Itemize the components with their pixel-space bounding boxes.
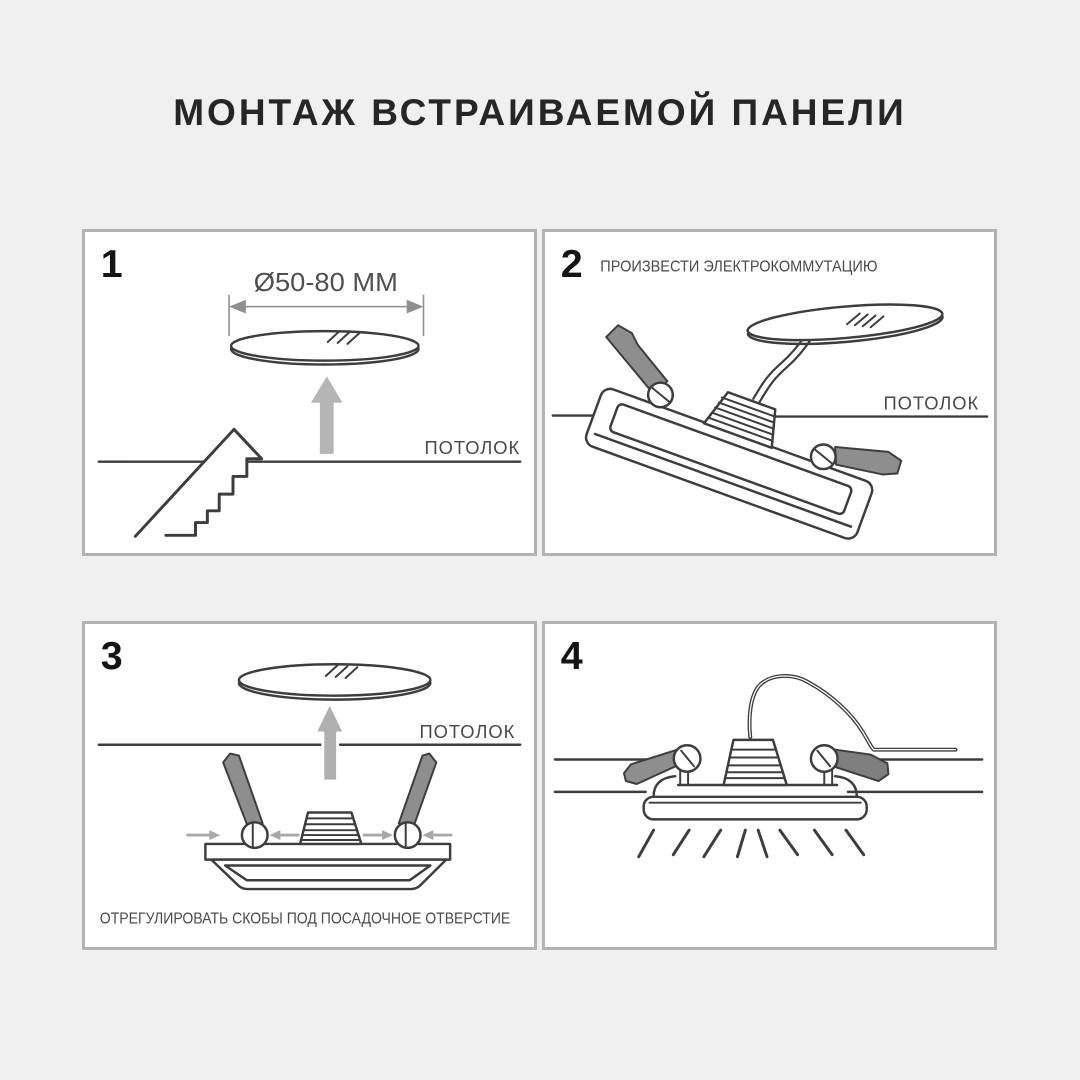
body-bump-left (654, 776, 676, 797)
step-caption: ОТРЕГУЛИРОВАТЬ СКОБЫ ПОД ПОСАДОЧНОЕ ОТВЕРСТИЕ (99, 910, 511, 928)
light-rays-icon (639, 830, 864, 857)
step-4-panel (542, 621, 997, 950)
clip-coil-left (242, 822, 268, 848)
step-number: 2 (560, 242, 583, 287)
cut-hole-piece (135, 429, 261, 536)
step-number: 3 (100, 634, 123, 679)
spring-clip-right (835, 447, 901, 474)
step-3-drawing (85, 624, 534, 947)
dimension-annotation (229, 295, 423, 336)
body-bump-right (835, 776, 857, 797)
step-1-panel (82, 229, 537, 556)
spring-clip-right (835, 750, 888, 781)
diameter-label: Ø50-80 ММ (253, 268, 398, 297)
step-number: 4 (560, 634, 583, 679)
dimension-arrow-left-icon (229, 300, 246, 314)
step-4-drawing (545, 624, 994, 947)
step-number: 1 (100, 242, 123, 287)
step-2-panel (542, 229, 997, 556)
step-2-drawing (545, 232, 994, 553)
ceiling-label: ПОТОЛОК (419, 720, 516, 742)
fixture-flange (644, 797, 867, 820)
step-1-drawing (85, 232, 534, 553)
arrow-up-icon (315, 703, 345, 782)
panel-disc (239, 664, 430, 699)
step-caption: ПРОИЗВЕСТИ ЭЛЕКТРОКОММУТАЦИЮ (600, 258, 878, 276)
clip-coil-right (395, 822, 421, 848)
spring-clip-right (399, 754, 436, 830)
panel-disc (746, 298, 944, 350)
step-3-panel (82, 621, 537, 950)
dimension-arrow-right-icon (407, 300, 424, 314)
page-title: МОНТАЖ ВСТРАИВАЕМОЙ ПАНЕЛИ (173, 92, 907, 133)
ceiling-label: ПОТОЛОК (424, 436, 521, 458)
ceiling-label: ПОТОЛОК (883, 392, 980, 414)
power-wire (750, 676, 956, 750)
arrow-up-icon (311, 376, 343, 454)
spring-clip-left (223, 754, 262, 830)
fixture-lens (211, 860, 446, 889)
panel-disc (231, 331, 418, 364)
connection-wires (753, 335, 810, 403)
